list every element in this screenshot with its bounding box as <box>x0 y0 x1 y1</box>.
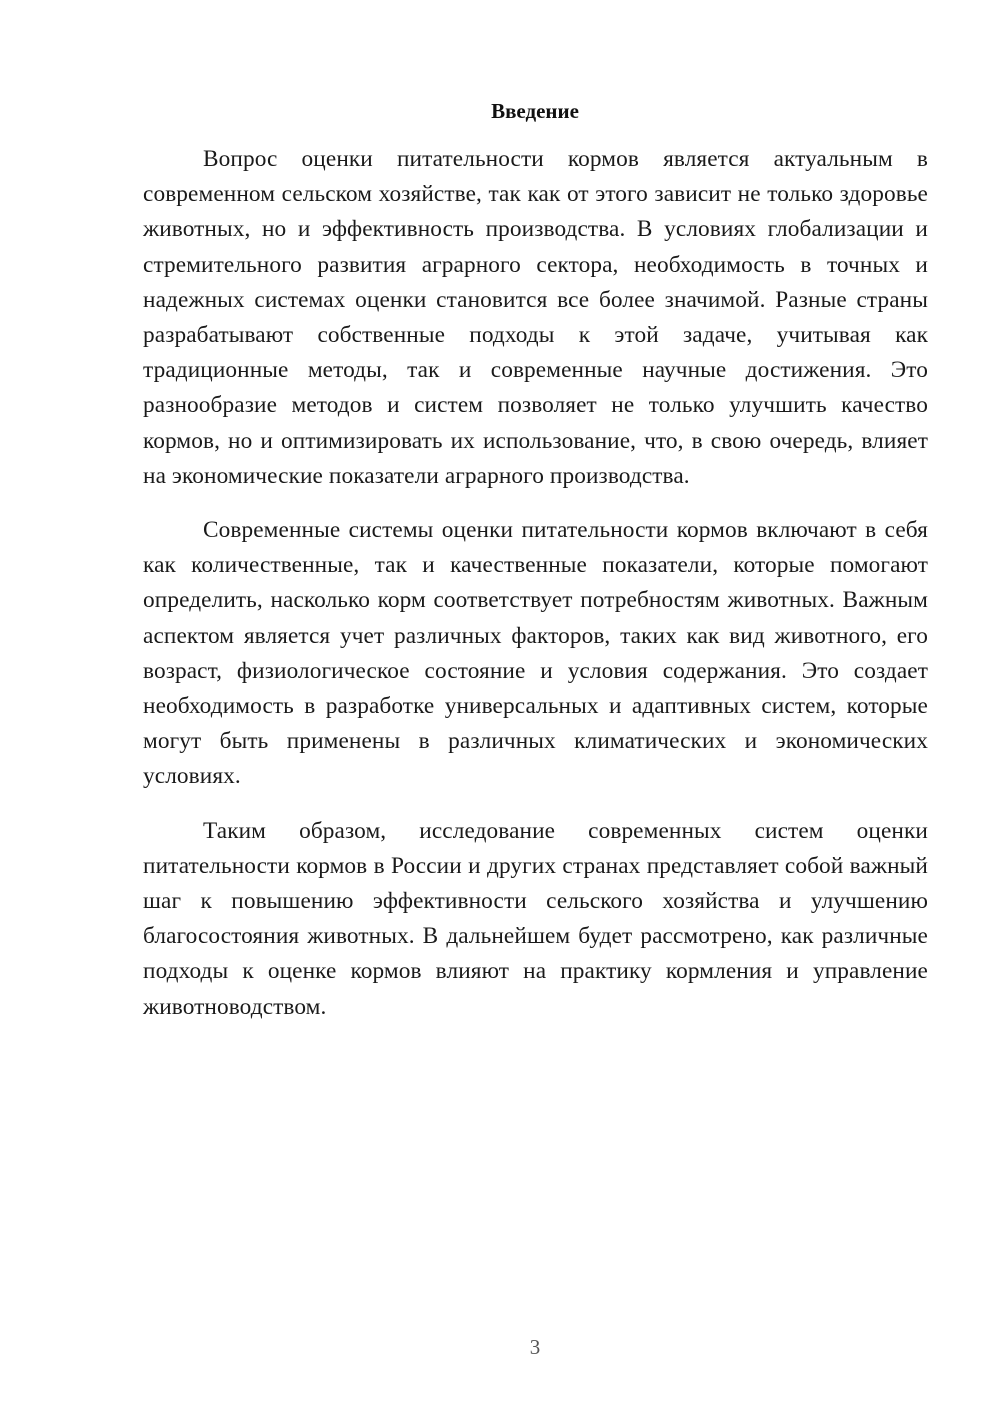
paragraph-3: Таким образом, исследование современных систем оценки питательности кормов в России и других странах представляет собой важный шаг к повышению эффективности сельского хозяйства и улучшению благосостояния животных. В дальнейшем будет рассмотрено, как различные подходы к оценке кормов влияют на практику кормления и управление животноводством. <box>143 817 928 1020</box>
section-title: Введение <box>491 99 579 123</box>
page-number: 3 <box>529 1335 541 1359</box>
paragraph-2: Современные системы оценки питательности кормов включают в себя как количественные, так и качественные показатели, которые помогают определить, насколько корм соответствует потребностям животных. Важным аспектом является учет различных факторов, таких как вид животного, его возраст, физиологическое состояние и условия содержания. Это создает необходимость в разработке универсальных и адаптивных систем, которые могут быть применены в различных климатических и экономических условиях. <box>143 517 928 790</box>
paragraph-1: Вопрос оценки питательности кормов является актуальным в современном сельском хозяйстве, так как от этого зависит не только здоровье животных, но и эффективность производства. В условиях глобализации и стремительного развития аграрного сектора, необходимость в точных и надежных системах оценки становится все более значимой. Разные страны разрабатывают собственные подходы к этой задаче, учитывая как традиционные методы, так и современные научные достижения. Это разнообразие методов и систем позволяет не только улучшить качество кормов, но и оптимизировать их использование, что, в свою очередь, влияет на экономические показатели аграрного производства. <box>143 146 928 489</box>
body-text <box>143 142 928 1025</box>
